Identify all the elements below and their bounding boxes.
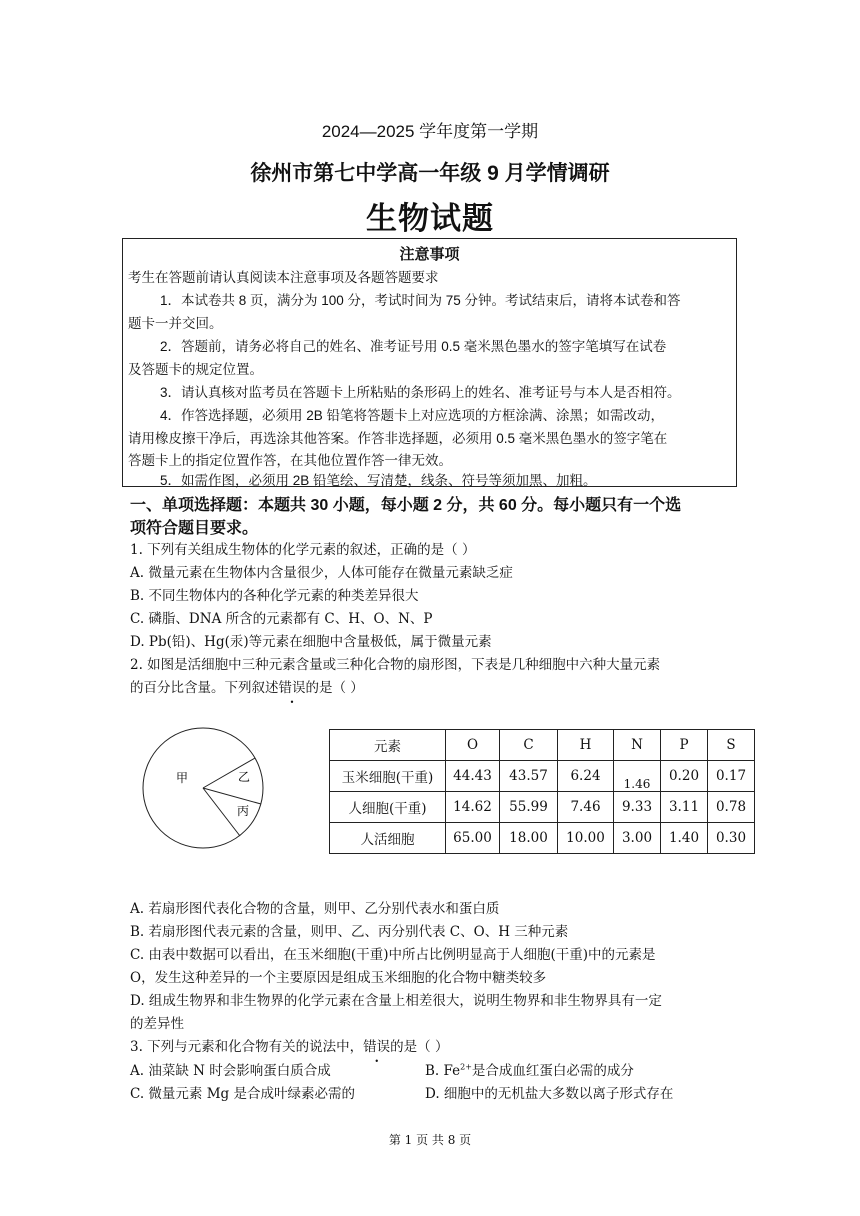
notice-item-4: 4．作答选择题，必须用 2B 铅笔将答题卡上对应选项的方框涂满、涂黑；如需改动，: [160, 408, 665, 423]
q2-stem-cont: [130, 676, 364, 696]
pie-label-jia: 甲: [176, 771, 189, 785]
q3-stem-pre: 3. 下列与元素和化合物有关的说法中，: [130, 1039, 364, 1055]
table-header-cell: P: [661, 730, 708, 761]
table-cell: 0.17: [708, 761, 755, 792]
page-footer: 第 1 页 共 8 页: [388, 1133, 472, 1147]
notice-item-4-cont2: 答题卡上的指定位置作答，在其他位置作答一律无效。: [128, 453, 452, 468]
q3-option-b-post: 是合成血红蛋白必需的成分: [471, 1063, 634, 1079]
q3-stem-post: 的是（ ）: [390, 1039, 449, 1055]
notice-item-5: 5．如需作图，必须用 2B 铅笔绘、写清楚，线条、符号等须加黑、加粗。: [160, 473, 597, 488]
q2-stem: 2. 如图是活细胞中三种元素含量或三种化合物的扇形图，下表是几种细胞中六种大量元素: [130, 657, 661, 673]
pie-label-bing: 丙: [237, 804, 250, 818]
table-cell: 1.40: [661, 823, 708, 854]
table-cell: 65.00: [446, 823, 500, 854]
q2-option-c-cont: O，发生这种差异的一个主要原因是组成玉米细胞的化合物中糖类较多: [130, 970, 547, 986]
table-cell: 人活细胞: [330, 823, 446, 854]
q1-stem: 1. 下列有关组成生物体的化学元素的叙述，正确的是（ ）: [130, 542, 476, 558]
exam-title: 徐州市第七中学高一年级 9 月学情调研: [250, 162, 610, 185]
q3-option-b-sup: 2+: [460, 1062, 472, 1072]
pie-label-yi: 乙: [238, 770, 251, 784]
pie-divider-2: [203, 788, 261, 804]
q3-stem-emphasis: 错误: [363, 1039, 391, 1055]
notice-item-2: 2．答题前，请务必将自己的姓名、准考证号用 0.5 毫米黑色墨水的签字笔填写在试卷: [160, 339, 667, 354]
table-header-cell: C: [500, 730, 558, 761]
q1-option-b: B. 不同生物体内的各种化学元素的种类差异很大: [130, 588, 419, 604]
table-cell: 10.00: [558, 823, 614, 854]
q2-option-c: C. 由表中数据可以看出，在玉米细胞(干重)中所占比例明显高于人细胞(干重)中的元素是: [130, 947, 656, 963]
notice-item-4-cont: 请用橡皮擦干净后，再选涂其他答案。作答非选择题，必须用 0.5 毫米黑色墨水的签字笔在: [128, 431, 668, 446]
table-cell: 18.00: [500, 823, 558, 854]
table-header-row: [330, 730, 755, 761]
section-heading: 一、单项选择题：本题共 30 小题，每小题 2 分，共 60 分。每小题只有一个选: [130, 497, 682, 514]
table-cell: 6.24: [558, 761, 614, 792]
table-header-cell: 元素: [330, 730, 446, 761]
pie-diagram: [140, 725, 270, 855]
notice-item-1-cont: 题卡一并交回。: [128, 316, 223, 331]
q2-stem-pre: 的百分比含量。下列叙述: [130, 680, 279, 696]
q3-option-b-pre: B. Fe: [425, 1063, 461, 1079]
q2-option-a: A. 若扇形图代表化合物的含量，则甲、乙分别代表水和蛋白质: [130, 901, 500, 917]
q1-option-d: D. Pb(铅)、Hg(汞)等元素在细胞中含量极低，属于微量元素: [130, 634, 492, 650]
table-cell: 3.11: [661, 792, 708, 823]
q2-stem-post: 的是（ ）: [305, 680, 364, 696]
notice-box: [122, 238, 737, 487]
q2-stem-emphasis: 错误: [278, 680, 306, 696]
table-cell: 44.43: [446, 761, 500, 792]
q2-option-d: D. 组成生物界和非生物界的化学元素在含量上相差很大，说明生物界和非生物界具有一定: [130, 993, 662, 1009]
notice-item-3: 3．请认真核对监考员在答题卡上所粘贴的条形码上的姓名、准考证号与本人是否相符。: [160, 385, 681, 400]
table-cell: 43.57: [500, 761, 558, 792]
table-cell: 0.20: [661, 761, 708, 792]
table-header-cell: H: [558, 730, 614, 761]
table-cell: 人细胞(干重): [330, 792, 446, 823]
table-cell: 55.99: [500, 792, 558, 823]
pie-divider-3: [203, 788, 240, 836]
table-header-cell: S: [708, 730, 755, 761]
notice-intro: 考生在答题前请认真阅读本注意事项及各题答题要求: [128, 270, 439, 285]
exam-term: 2024—2025 学年度第一学期: [321, 122, 539, 141]
table-cell: 14.62: [446, 792, 500, 823]
table-header-cell: O: [446, 730, 500, 761]
table-cell: 0.30: [708, 823, 755, 854]
notice-item-1: 1．本试卷共 8 页，满分为 100 分，考试时间为 75 分钟。考试结束后，请将本试卷和答: [160, 293, 681, 308]
q1-option-c: C. 磷脂、DNA 所含的元素都有 C、H、O、N、P: [130, 611, 433, 627]
table-cell: 3.00: [614, 823, 661, 854]
notice-item-2-cont: 及答题卡的规定位置。: [128, 362, 263, 377]
table-row: [330, 792, 755, 823]
q3-stem: [130, 1035, 448, 1055]
q2-option-d-cont: 的差异性: [130, 1016, 184, 1032]
element-table: [329, 729, 755, 854]
table-cell: 1.46: [614, 761, 661, 792]
table-cell: 9.33: [614, 792, 661, 823]
q1-option-a: A. 微量元素在生物体内含量很少，人体可能存在微量元素缺乏症: [130, 565, 513, 581]
q2-option-b: B. 若扇形图代表元素的含量，则甲、乙、丙分别代表 C、O、H 三种元素: [130, 924, 569, 940]
table-row: [330, 761, 755, 792]
subject-title: 生物试题: [366, 201, 494, 237]
table-cell: 0.78: [708, 792, 755, 823]
table-header-cell: N: [614, 730, 661, 761]
q3-option-b: [425, 1059, 634, 1079]
table-cell: 玉米细胞(干重): [330, 761, 446, 792]
section-heading-cont: 项符合题目要求。: [130, 520, 259, 537]
notice-title: 注意事项: [399, 246, 460, 263]
q3-option-d: D. 细胞中的无机盐大多数以离子形式存在: [425, 1086, 674, 1102]
table-row: [330, 823, 755, 854]
table-cell: 7.46: [558, 792, 614, 823]
q3-option-c: C. 微量元素 Mg 是合成叶绿素必需的: [130, 1086, 355, 1102]
q3-option-a: A. 油菜缺 N 时会影响蛋白质合成: [130, 1063, 331, 1079]
